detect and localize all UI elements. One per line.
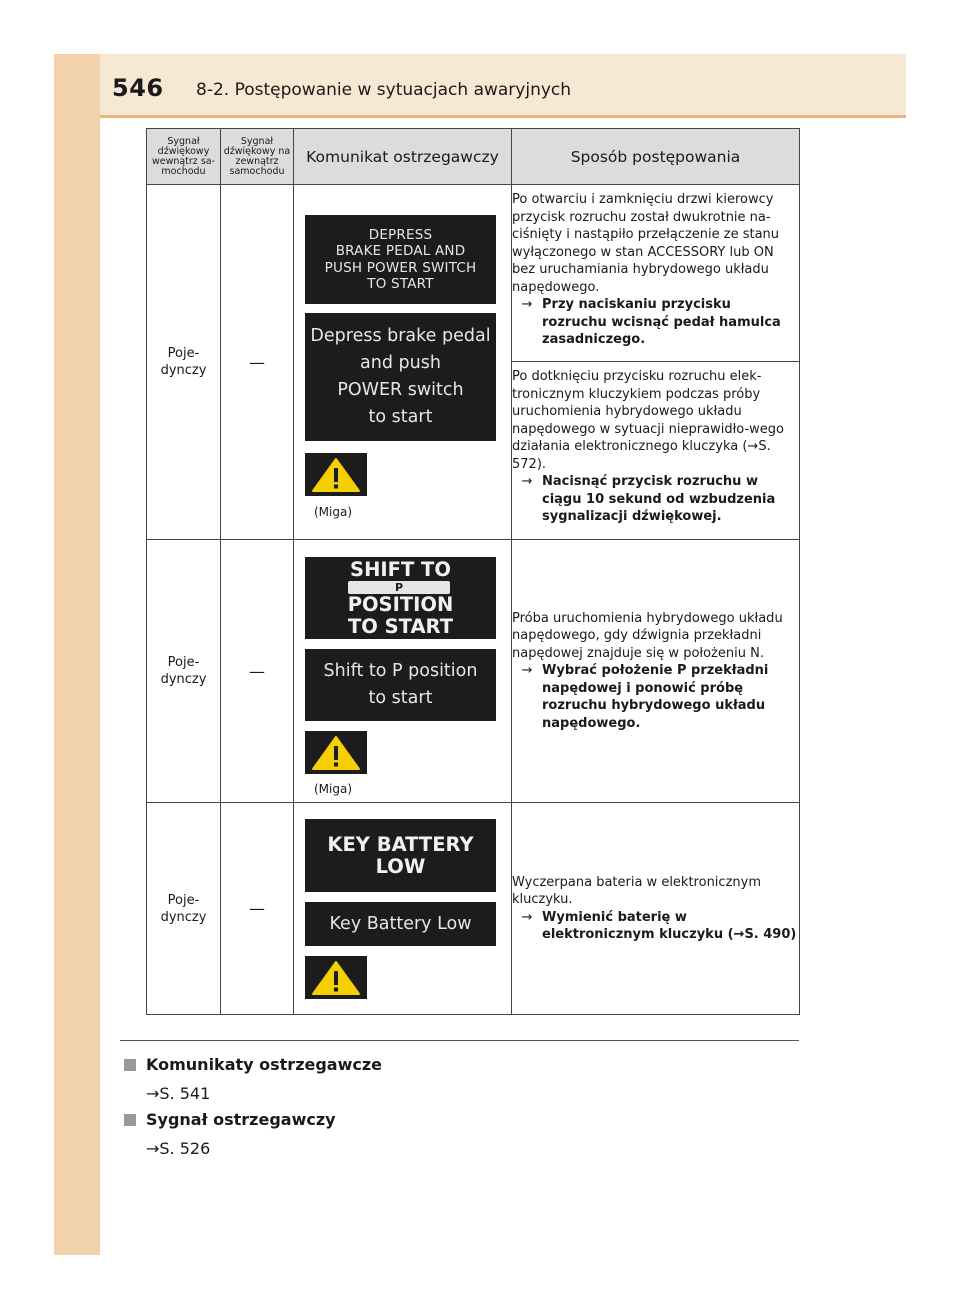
message-cell xyxy=(294,185,512,540)
beep-outside-cell: — xyxy=(221,540,294,803)
action-description: Wyczerpana bateria w elektronicznym kluczyku. xyxy=(512,874,761,907)
action-instruction: Wybrać położenie P przekładni napędowej i ponowić próbę rozruchu hybrydowego układu napędowego. xyxy=(542,663,769,731)
warning-screen-uppercase xyxy=(305,819,496,892)
beep-outside-cell: — xyxy=(221,803,294,1015)
section-divider xyxy=(120,1040,799,1041)
screen-line: LOW xyxy=(375,854,426,878)
screen-line: Shift to P position xyxy=(323,661,478,681)
footer-item-warning-messages xyxy=(124,1055,382,1074)
action-instruction: Nacisnąć przycisk rozruchu w ciągu 10 sekund od wzbudzenia sygnalizacji dźwiękowej. xyxy=(542,474,776,524)
screen-line: BRAKE PEDAL AND xyxy=(335,243,466,259)
screen-line xyxy=(348,581,454,616)
p-position-icon: P xyxy=(348,581,451,594)
bullet-square-icon xyxy=(124,1114,136,1126)
warning-triangle-icon xyxy=(305,956,367,999)
screen-line: Depress brake pedal xyxy=(310,326,491,346)
header-beep-outside: Sygnał dźwiękowy na zewnątrz samochodu xyxy=(221,129,294,185)
screen-line: KEY BATTERY xyxy=(327,832,474,856)
action-cell xyxy=(512,803,800,1015)
warning-screen-mixedcase xyxy=(305,902,496,946)
blink-note: (Miga) xyxy=(314,782,353,796)
screen-line: and push xyxy=(360,353,441,373)
screen-line: Key Battery Low xyxy=(329,913,472,934)
screen-line: to start xyxy=(368,688,433,708)
header-beep-inside: Sygnał dźwiękowy wewnątrz sa-mochodu xyxy=(147,129,221,185)
header-message: Komunikat ostrzegawczy xyxy=(294,129,512,185)
action-instruction: Przy naciskaniu przycisku rozruchu wcisnąć pedał hamulca zasadniczego. xyxy=(542,297,781,347)
screen-line: TO START xyxy=(347,614,454,638)
page-reference-link[interactable]: →S. 541 xyxy=(146,1084,211,1103)
warning-screen-uppercase xyxy=(305,557,496,639)
action-description: Po otwarciu i zamknięciu drzwi kierowcy przycisk rozruchu został dwukrotnie na-ciśnięty i nastąpiło przełączenie ze stanu wyłączonego w stan ACCESSORY lub ON bez uruchamiania hybrydowego układu napędowego. xyxy=(512,192,780,295)
beep-inside-cell: Poje-dynczy xyxy=(147,540,221,803)
section-title: 8-2. Postępowanie w sytuacjach awaryjnych xyxy=(196,80,572,100)
warning-triangle-icon xyxy=(305,731,367,774)
header-rule xyxy=(100,115,906,118)
beep-inside-cell: Poje-dynczy xyxy=(147,185,221,540)
table-header-row xyxy=(147,129,800,185)
screen-line: TO START xyxy=(367,276,434,292)
arrow-icon: → xyxy=(521,297,533,312)
page-reference-link[interactable]: →S. 526 xyxy=(146,1139,211,1158)
action-cell xyxy=(512,185,800,362)
page-number: 546 xyxy=(112,74,164,102)
screen-line: PUSH POWER SWITCH xyxy=(324,259,477,276)
action-instruction: Wymienić baterię w elektronicznym kluczyku (→S. 490) xyxy=(542,909,797,942)
warning-screen-uppercase xyxy=(305,215,496,304)
action-description: Próba uruchomienia hybrydowego układu napędowego, gdy dźwignia przekładni napędowej znajduje się w położeniu N. xyxy=(512,610,783,661)
footer-item-warning-buzzer xyxy=(124,1110,336,1129)
table-row xyxy=(147,803,800,1015)
message-cell xyxy=(294,803,512,1015)
footer-item-title: Sygnał ostrzegawczy xyxy=(146,1110,336,1129)
table-row xyxy=(147,185,800,362)
screen-line: POWER switch xyxy=(337,380,464,400)
arrow-icon: → xyxy=(521,909,533,925)
screen-line: to start xyxy=(368,407,433,427)
action-cell xyxy=(512,362,800,540)
warning-screen-mixedcase xyxy=(305,649,496,721)
arrow-icon: → xyxy=(521,474,533,489)
table-row xyxy=(147,540,800,803)
header-action: Sposób postępowania xyxy=(512,129,800,185)
beep-outside-cell: — xyxy=(221,185,294,540)
beep-inside-cell: Poje-dynczy xyxy=(147,803,221,1015)
action-description: Po dotknięciu przycisku rozruchu elek-tronicznym kluczykiem podczas próby uruchomienia hybrydowego układu napędowego w sytuacji nieprawidło-wego działania elektronicznego kluczyka (→S. 572). xyxy=(512,369,784,472)
footer-item-title: Komunikaty ostrzegawcze xyxy=(146,1055,383,1074)
arrow-icon: → xyxy=(521,663,533,679)
blink-note: (Miga) xyxy=(314,505,353,519)
screen-line-text: POSITION xyxy=(347,592,454,616)
action-cell xyxy=(512,540,800,803)
bullet-square-icon xyxy=(124,1059,136,1071)
warning-triangle-icon xyxy=(305,453,367,496)
message-cell xyxy=(294,540,512,803)
side-tab-band xyxy=(54,54,100,1255)
warning-table xyxy=(146,128,800,1015)
screen-line: SHIFT TO xyxy=(350,557,451,581)
warning-screen-mixedcase xyxy=(305,313,496,441)
screen-line: DEPRESS xyxy=(368,226,433,243)
